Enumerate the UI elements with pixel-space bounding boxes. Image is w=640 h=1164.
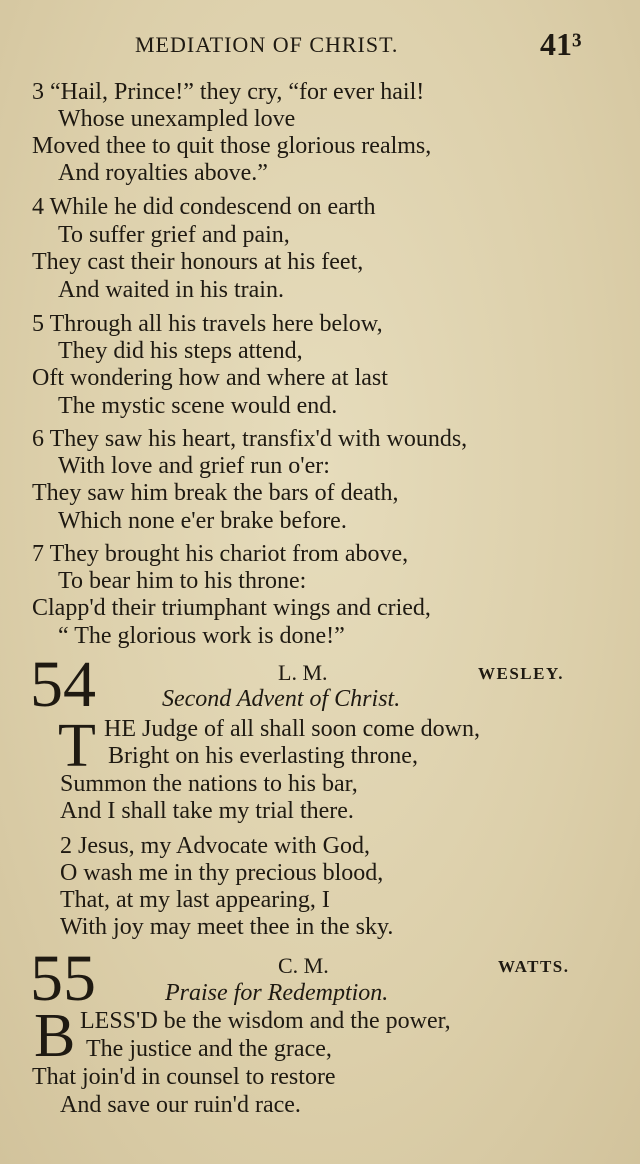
verse-line: Which none e'er brake before. [58,508,347,534]
verse-line: 7 They brought his chariot from above, [32,541,409,567]
verse-line: HE Judge of all shall soon come down, [104,716,480,742]
verse-line: Summon the nations to his bar, [60,771,358,797]
verse-line: The justice and the grace, [86,1036,332,1062]
verse-line: Bright on his everlasting throne, [108,743,418,769]
drop-cap: B [34,1002,76,1070]
verse-line: 6 They saw his heart, transfix'd with wounds, [32,426,468,452]
verse-line: 4 While he did condescend on earth [32,194,376,220]
verse-line: O wash me in thy precious blood, [60,860,384,886]
verse-line: That, at my last appearing, I [60,887,330,913]
verse-line: Oft wondering how and where at last [32,365,388,391]
hymn-number: 54 [30,648,96,721]
verse-line: They did his steps attend, [58,338,303,364]
verse-line: Clapp'd their triumphant wings and cried, [32,595,431,621]
verse-line: That join'd in counsel to restore [32,1064,336,1090]
hymn-author: WATTS. [498,957,570,976]
verse-line: “ The glorious work is done!” [58,623,345,649]
verse-line: They cast their honours at his feet, [32,249,364,275]
hymn-author: WESLEY. [478,664,564,683]
verse-line: 2 Jesus, my Advocate with God, [60,833,370,859]
verse-line: And I shall take my trial there. [60,798,354,824]
verse-line: Moved thee to quit those glorious realms, [32,133,432,159]
running-head: MEDIATION OF CHRIST. [135,32,399,57]
verse-line: To bear him to his throne: [58,568,307,594]
verse-line: 5 Through all his travels here below, [32,311,383,337]
hymn-title: Praise for Redemption. [165,980,389,1006]
verse-line: With joy may meet thee in the sky. [60,914,394,940]
verse-line: To suffer grief and pain, [58,222,290,248]
verse-line: And royalties above.” [58,160,268,186]
page-header [0,26,640,66]
verse-line: And waited in his train. [58,277,284,303]
verse-line: With love and grief run o'er: [58,453,330,479]
page-number: 41³ [540,26,582,62]
verse-line: Whose unexampled love [58,106,296,132]
verse-line: And save our ruin'd race. [60,1092,301,1118]
verse-line: They saw him break the bars of death, [32,480,399,506]
hymn-title: Second Advent of Christ. [162,686,401,712]
hymn-number: 55 [30,942,96,1015]
verse-line: The mystic scene would end. [58,393,338,419]
drop-cap: T [58,712,96,780]
hymn-meter: C. M. [278,953,329,978]
verse-line: 3 “Hail, Prince!” they cry, “for ever hail! [32,79,425,105]
verse-line: LESS'D be the wisdom and the power, [80,1008,451,1034]
hymn-meter: L. M. [278,660,328,685]
